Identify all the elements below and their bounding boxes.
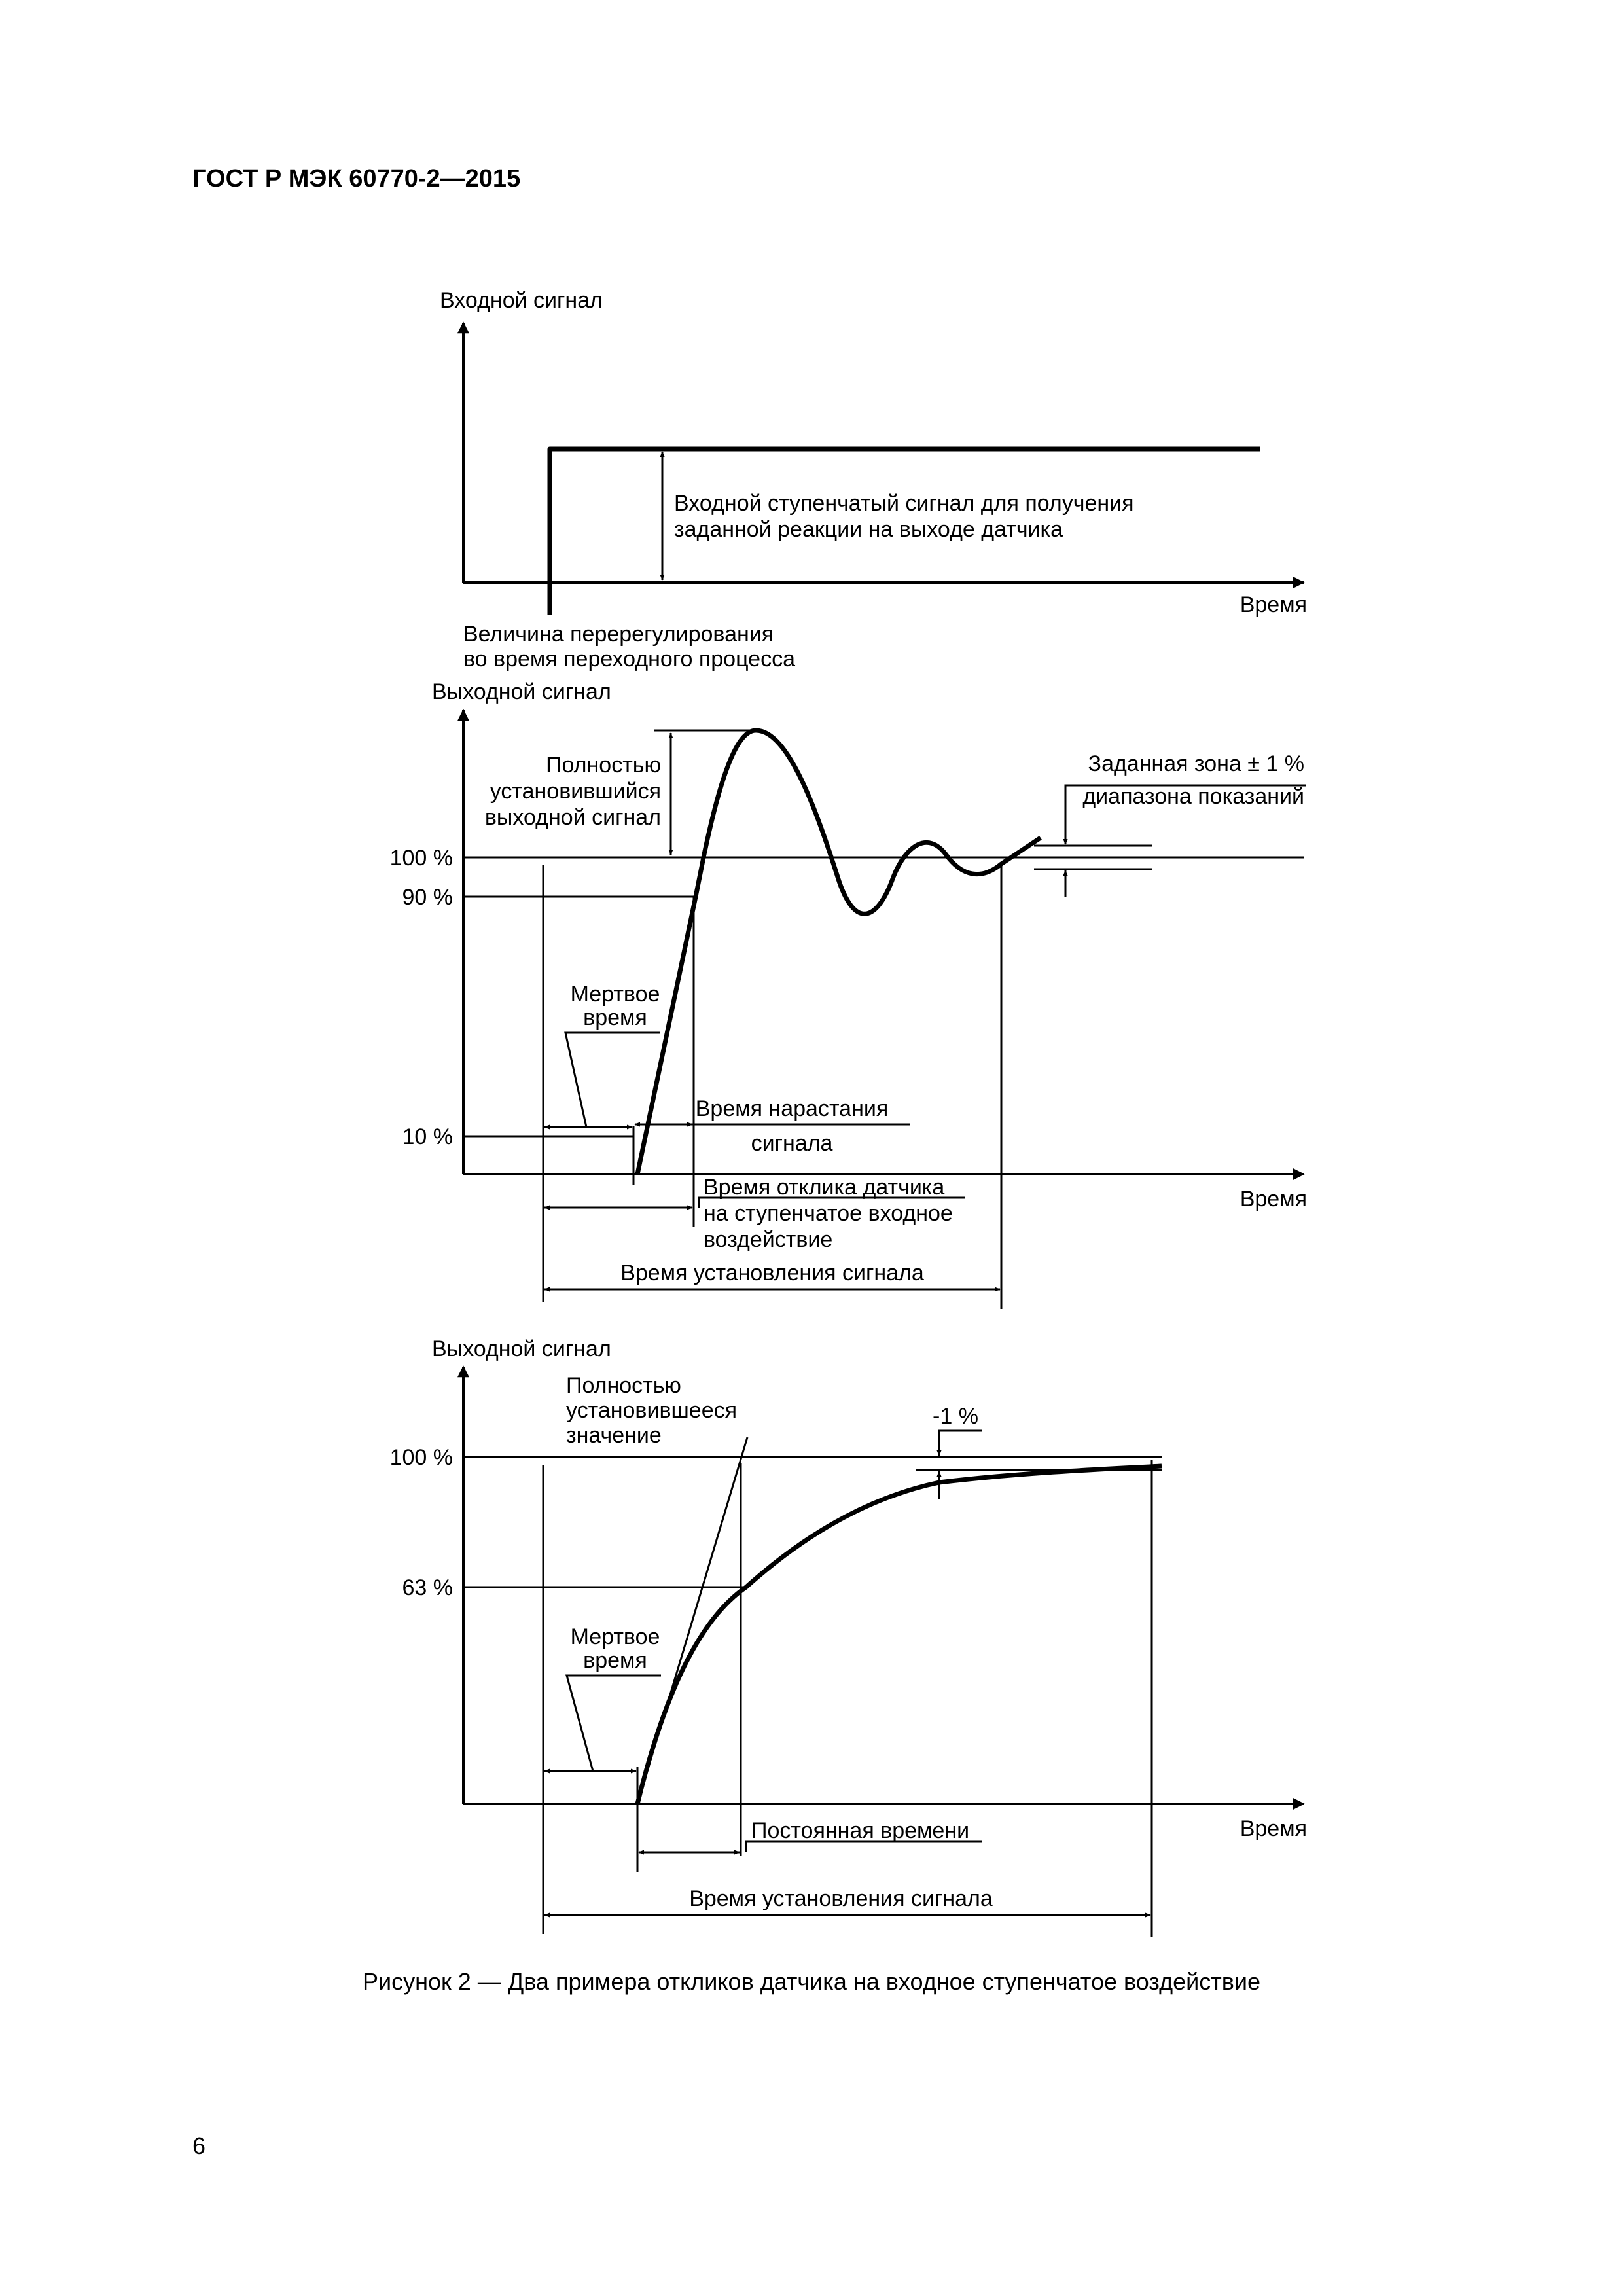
input-y-axis-label: Входной сигнал	[440, 288, 603, 313]
exp-steady-line1: Полностью	[566, 1373, 681, 1398]
rise-time-line1: Время нарастания	[695, 1096, 889, 1121]
exp-y-axis-label: Выходной сигнал	[432, 1336, 611, 1361]
exponential-response-curve	[637, 1466, 1162, 1804]
overshoot-note-line2: во время переходного процесса	[463, 647, 795, 672]
exp-steady-line3: значение	[566, 1423, 662, 1448]
minus-one-label: -1 %	[933, 1404, 978, 1429]
exp-x-axis-label: Время	[1240, 1816, 1307, 1841]
response-line3: воздействие	[704, 1227, 833, 1252]
response-line1: Время отклика датчика	[704, 1175, 945, 1200]
zone-line1: Заданная зона ± 1 %	[1088, 751, 1304, 776]
overshoot-x-axis-label: Время	[1240, 1187, 1307, 1211]
tick-10: 10 %	[402, 1124, 453, 1149]
input-signal-panel	[440, 288, 1307, 617]
exponential-response-panel	[390, 1336, 1307, 1937]
dead-time-leader	[565, 1033, 660, 1127]
exp-tick-63: 63 %	[402, 1575, 453, 1600]
tick-90: 90 %	[402, 885, 453, 910]
step-note-line1: Входной ступенчатый сигнал для получения	[674, 491, 1134, 516]
overshoot-y-axis-label: Выходной сигнал	[432, 679, 611, 704]
exp-dead-line2: время	[583, 1648, 647, 1673]
time-constant-label: Постоянная времени	[751, 1818, 970, 1843]
steady-line2: установившийся	[490, 779, 661, 804]
input-x-axis-label: Время	[1240, 592, 1307, 617]
step-note-line2: заданной реакции на выходе датчика	[674, 517, 1063, 542]
zone-line2: диапазона показаний	[1082, 784, 1304, 809]
steady-line1: Полностью	[546, 753, 661, 778]
exp-tick-100: 100 %	[389, 1445, 453, 1470]
settling-label: Время установления сигнала	[620, 1261, 924, 1285]
exp-dead-time-leader	[567, 1676, 661, 1771]
overshoot-note-line1: Величина перерегулирования	[463, 622, 774, 647]
overshoot-response-panel	[390, 622, 1307, 1309]
response-line2: на ступенчатое входное	[704, 1201, 953, 1226]
minus-one-leader	[939, 1431, 982, 1437]
figure-caption: Рисунок 2 — Два примера откликов датчика на входное ступенчатое воздействие	[363, 1968, 1260, 1995]
dead-time-line2: время	[583, 1005, 647, 1030]
exp-settling-label: Время установления сигнала	[689, 1886, 993, 1911]
exp-dead-line1: Мертвое	[570, 1624, 660, 1649]
tick-100: 100 %	[389, 846, 453, 870]
steady-line3: выходной сигнал	[484, 805, 661, 830]
rise-time-line2: сигнала	[751, 1131, 833, 1156]
page-number: 6	[192, 2132, 206, 2159]
exp-steady-line2: установившееся	[566, 1398, 738, 1423]
document-header: ГОСТ Р МЭК 60770-2—2015	[192, 165, 521, 192]
dead-time-line1: Мертвое	[570, 982, 660, 1007]
time-constant-leader	[746, 1842, 982, 1852]
